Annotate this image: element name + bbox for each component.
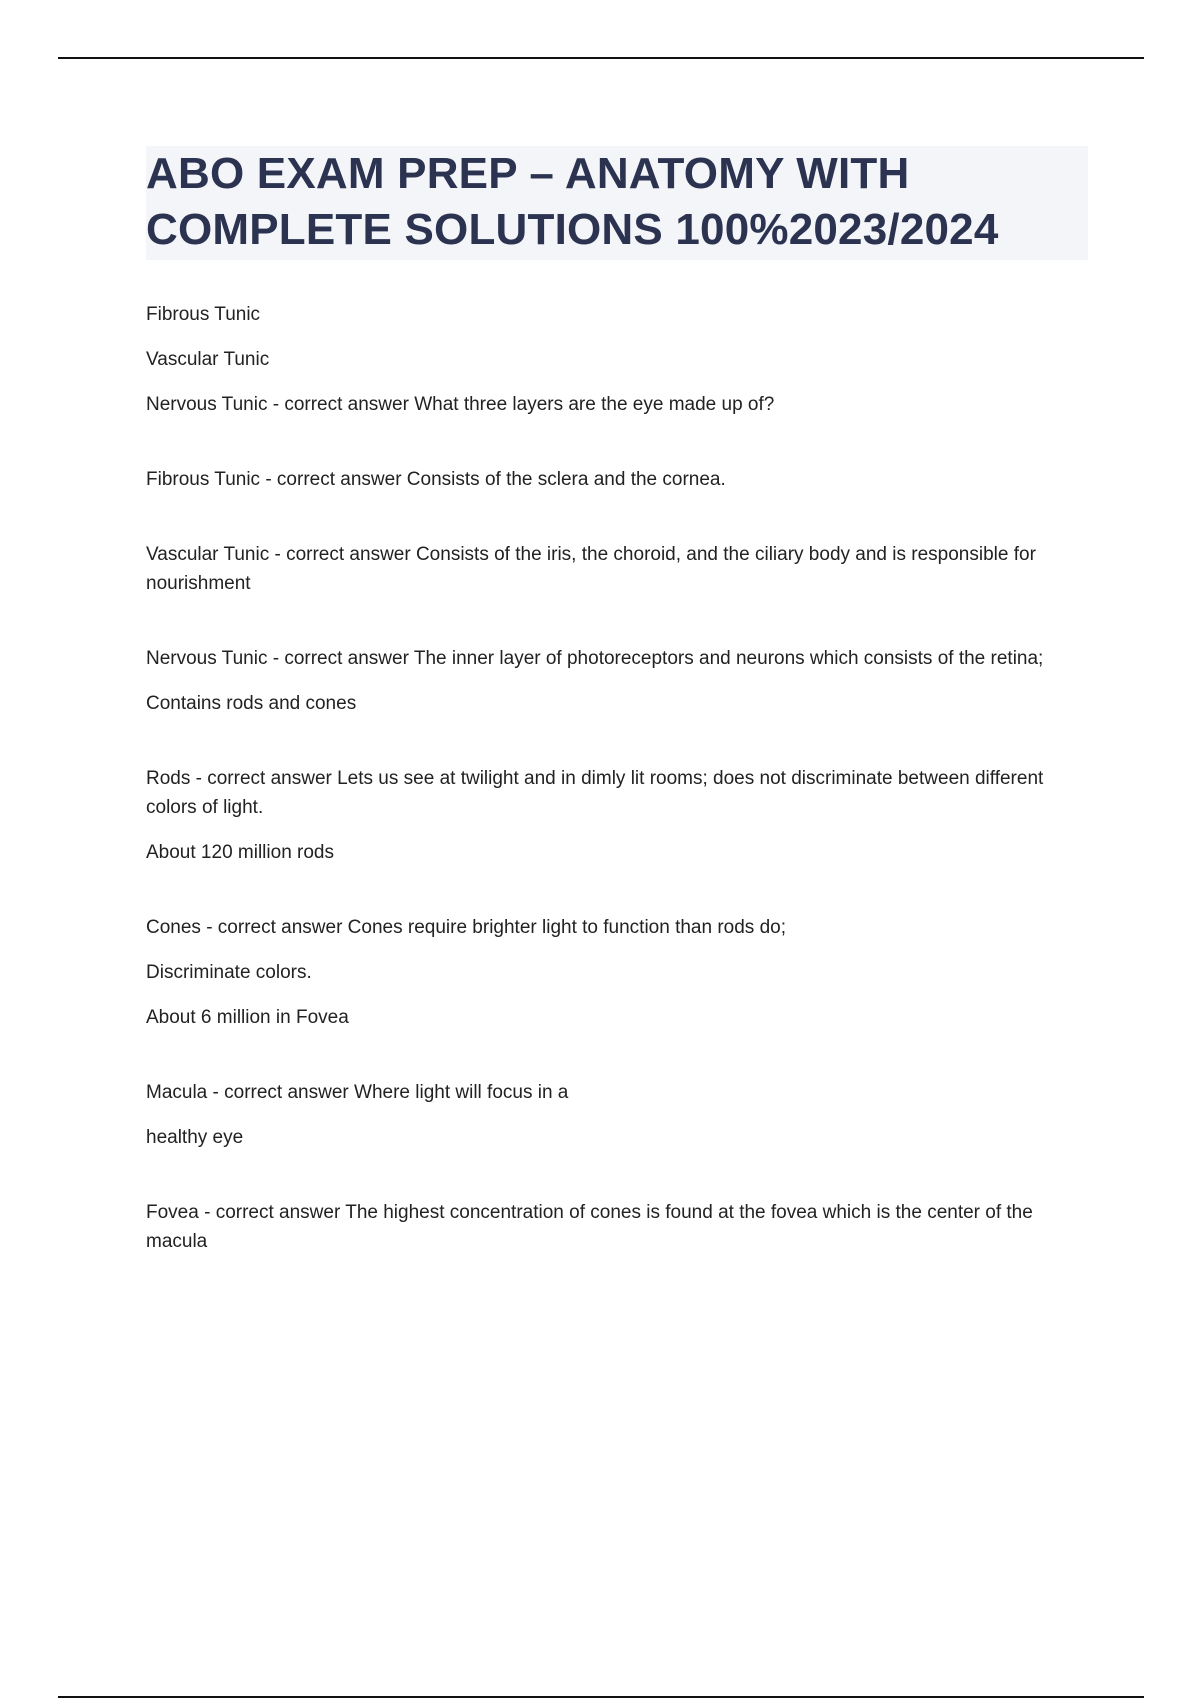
qa-entry xyxy=(146,540,1076,598)
entry-line: Fibrous Tunic - correct answer Consists of the sclera and the cornea. xyxy=(146,469,726,490)
entry-line: Fibrous Tunic xyxy=(146,304,261,325)
qa-entry xyxy=(146,644,1076,718)
entry-line: About 120 million rods xyxy=(146,842,334,863)
entry-line: Fovea - correct answer The highest concentration of cones is found at the fovea which is the center of the macula xyxy=(146,1202,1033,1252)
qa-entry xyxy=(146,913,1076,1032)
entry-line: Vascular Tunic - correct answer Consists of the iris, the choroid, and the ciliary body and is responsible for nourishment xyxy=(146,544,1036,594)
entry-line: Rods - correct answer Lets us see at twilight and in dimly lit rooms; does not discriminate between different colors of light. xyxy=(146,768,1044,818)
qa-entry xyxy=(146,465,1076,494)
document-body xyxy=(146,300,1076,1302)
qa-entry xyxy=(146,1198,1076,1256)
qa-entry xyxy=(146,764,1076,867)
entry-line: healthy eye xyxy=(146,1127,244,1148)
bottom-rule xyxy=(58,1696,1144,1698)
entry-line: Nervous Tunic - correct answer What three layers are the eye made up of? xyxy=(146,394,775,415)
entry-line: Discriminate colors. xyxy=(146,962,312,983)
top-rule xyxy=(58,57,1144,59)
title-block xyxy=(146,146,1088,260)
entry-line: Macula - correct answer Where light will focus in a xyxy=(146,1082,569,1103)
entry-line: Contains rods and cones xyxy=(146,693,357,714)
entry-line: Vascular Tunic xyxy=(146,349,270,370)
entry-line: About 6 million in Fovea xyxy=(146,1007,349,1028)
entry-line: Nervous Tunic - correct answer The inner layer of photoreceptors and neurons which consists of the retina; xyxy=(146,648,1044,669)
qa-entry xyxy=(146,300,1076,419)
document-title: ABO EXAM PREP – ANATOMY WITH COMPLETE SOLUTIONS 100%2023/2024 xyxy=(146,149,999,254)
entry-line: Cones - correct answer Cones require brighter light to function than rods do; xyxy=(146,917,786,938)
qa-entry xyxy=(146,1078,1076,1152)
